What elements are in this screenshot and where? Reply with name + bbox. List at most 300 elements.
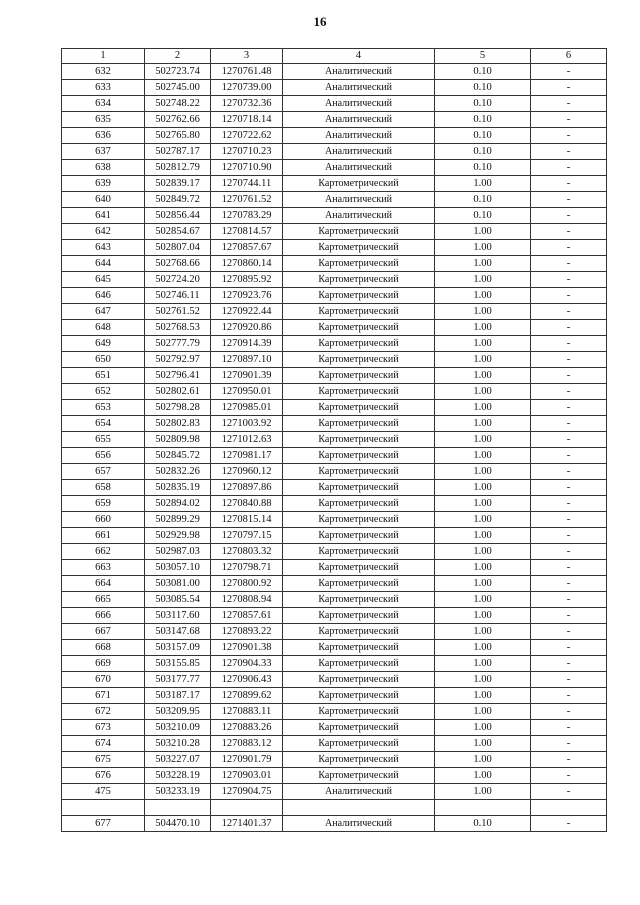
method-cell: Аналитический <box>283 96 435 112</box>
note-cell: - <box>531 464 607 480</box>
table-row <box>62 736 607 752</box>
x-coordinate-cell <box>145 800 211 816</box>
accuracy-cell: 1.00 <box>435 688 531 704</box>
point-number-cell: 635 <box>62 112 145 128</box>
point-number-cell: 663 <box>62 560 145 576</box>
table-row <box>62 688 607 704</box>
table-row <box>62 640 607 656</box>
point-number-cell: 637 <box>62 144 145 160</box>
method-cell: Картометрический <box>283 512 435 528</box>
x-coordinate-cell: 502765.80 <box>145 128 211 144</box>
method-cell: Аналитический <box>283 80 435 96</box>
accuracy-cell: 1.00 <box>435 784 531 800</box>
column-header-1: 1 <box>62 49 145 64</box>
point-number-cell: 673 <box>62 720 145 736</box>
point-number-cell: 475 <box>62 784 145 800</box>
accuracy-cell: 0.10 <box>435 80 531 96</box>
x-coordinate-cell: 502768.66 <box>145 256 211 272</box>
y-coordinate-cell: 1270808.94 <box>211 592 283 608</box>
accuracy-cell: 1.00 <box>435 368 531 384</box>
table-row <box>62 272 607 288</box>
method-cell: Картометрический <box>283 240 435 256</box>
note-cell: - <box>531 240 607 256</box>
point-number-cell: 671 <box>62 688 145 704</box>
table-row <box>62 176 607 192</box>
note-cell: - <box>531 624 607 640</box>
accuracy-cell: 1.00 <box>435 336 531 352</box>
x-coordinate-cell: 503209.95 <box>145 704 211 720</box>
table-row <box>62 512 607 528</box>
point-number-cell: 643 <box>62 240 145 256</box>
y-coordinate-cell: 1270815.14 <box>211 512 283 528</box>
point-number-cell: 658 <box>62 480 145 496</box>
y-coordinate-cell: 1270922.44 <box>211 304 283 320</box>
method-cell: Картометрический <box>283 304 435 320</box>
note-cell: - <box>531 192 607 208</box>
y-coordinate-cell: 1270901.39 <box>211 368 283 384</box>
x-coordinate-cell: 502856.44 <box>145 208 211 224</box>
x-coordinate-cell: 502845.72 <box>145 448 211 464</box>
accuracy-cell: 1.00 <box>435 736 531 752</box>
method-cell: Аналитический <box>283 816 435 832</box>
method-cell: Картометрический <box>283 352 435 368</box>
method-cell: Картометрический <box>283 416 435 432</box>
x-coordinate-cell: 502929.98 <box>145 528 211 544</box>
point-number-cell: 644 <box>62 256 145 272</box>
table-row <box>62 368 607 384</box>
method-cell: Картометрический <box>283 576 435 592</box>
note-cell: - <box>531 784 607 800</box>
table-row <box>62 672 607 688</box>
x-coordinate-cell: 503117.60 <box>145 608 211 624</box>
method-cell: Картометрический <box>283 400 435 416</box>
note-cell: - <box>531 752 607 768</box>
x-coordinate-cell: 503233.19 <box>145 784 211 800</box>
note-cell: - <box>531 256 607 272</box>
x-coordinate-cell: 503081.00 <box>145 576 211 592</box>
x-coordinate-cell: 502899.29 <box>145 512 211 528</box>
table-row <box>62 480 607 496</box>
accuracy-cell: 1.00 <box>435 704 531 720</box>
table-row <box>62 592 607 608</box>
point-number-cell: 666 <box>62 608 145 624</box>
method-cell: Картометрический <box>283 256 435 272</box>
x-coordinate-cell: 502807.04 <box>145 240 211 256</box>
note-cell <box>531 800 607 816</box>
table-row <box>62 320 607 336</box>
point-number-cell: 672 <box>62 704 145 720</box>
table-row <box>62 544 607 560</box>
y-coordinate-cell: 1270895.92 <box>211 272 283 288</box>
y-coordinate-cell: 1270893.22 <box>211 624 283 640</box>
x-coordinate-cell: 502894.02 <box>145 496 211 512</box>
point-number-cell: 648 <box>62 320 145 336</box>
method-cell: Картометрический <box>283 656 435 672</box>
accuracy-cell: 0.10 <box>435 128 531 144</box>
x-coordinate-cell: 502809.98 <box>145 432 211 448</box>
x-coordinate-cell: 503057.10 <box>145 560 211 576</box>
note-cell: - <box>531 320 607 336</box>
x-coordinate-cell: 502723.74 <box>145 64 211 80</box>
y-coordinate-cell: 1270906.43 <box>211 672 283 688</box>
x-coordinate-cell: 503177.77 <box>145 672 211 688</box>
method-cell: Картометрический <box>283 288 435 304</box>
accuracy-cell: 1.00 <box>435 304 531 320</box>
coordinates-table <box>61 48 607 832</box>
table-row <box>62 496 607 512</box>
x-coordinate-cell: 502802.61 <box>145 384 211 400</box>
table-row <box>62 624 607 640</box>
method-cell: Картометрический <box>283 528 435 544</box>
point-number-cell: 664 <box>62 576 145 592</box>
accuracy-cell: 1.00 <box>435 448 531 464</box>
method-cell: Аналитический <box>283 112 435 128</box>
accuracy-cell: 1.00 <box>435 608 531 624</box>
y-coordinate-cell: 1270797.15 <box>211 528 283 544</box>
method-cell: Картометрический <box>283 592 435 608</box>
y-coordinate-cell: 1270901.79 <box>211 752 283 768</box>
point-number-cell: 642 <box>62 224 145 240</box>
x-coordinate-cell: 502798.28 <box>145 400 211 416</box>
point-number-cell <box>62 800 145 816</box>
accuracy-cell: 0.10 <box>435 208 531 224</box>
point-number-cell: 640 <box>62 192 145 208</box>
table-body <box>62 64 607 832</box>
table-row <box>62 240 607 256</box>
y-coordinate-cell: 1270960.12 <box>211 464 283 480</box>
x-coordinate-cell: 502832.26 <box>145 464 211 480</box>
note-cell: - <box>531 416 607 432</box>
table-row <box>62 352 607 368</box>
table-row <box>62 304 607 320</box>
point-number-cell: 654 <box>62 416 145 432</box>
note-cell: - <box>531 288 607 304</box>
accuracy-cell: 1.00 <box>435 672 531 688</box>
table-row <box>62 128 607 144</box>
note-cell: - <box>531 576 607 592</box>
table-row <box>62 752 607 768</box>
x-coordinate-cell: 502724.20 <box>145 272 211 288</box>
accuracy-cell: 1.00 <box>435 256 531 272</box>
accuracy-cell <box>435 800 531 816</box>
method-cell: Аналитический <box>283 128 435 144</box>
table-row <box>62 720 607 736</box>
x-coordinate-cell: 503187.17 <box>145 688 211 704</box>
note-cell: - <box>531 448 607 464</box>
method-cell: Картометрический <box>283 384 435 400</box>
note-cell: - <box>531 672 607 688</box>
note-cell: - <box>531 560 607 576</box>
column-header-2: 2 <box>145 49 211 64</box>
table-row <box>62 656 607 672</box>
point-number-cell: 649 <box>62 336 145 352</box>
table-row <box>62 144 607 160</box>
point-number-cell: 659 <box>62 496 145 512</box>
method-cell: Картометрический <box>283 736 435 752</box>
method-cell: Аналитический <box>283 144 435 160</box>
x-coordinate-cell: 502746.11 <box>145 288 211 304</box>
table-row <box>62 256 607 272</box>
note-cell: - <box>531 96 607 112</box>
note-cell: - <box>531 64 607 80</box>
method-cell: Аналитический <box>283 192 435 208</box>
table-row <box>62 384 607 400</box>
accuracy-cell: 1.00 <box>435 272 531 288</box>
accuracy-cell: 0.10 <box>435 144 531 160</box>
y-coordinate-cell: 1270783.29 <box>211 208 283 224</box>
table-row <box>62 64 607 80</box>
y-coordinate-cell: 1271003.92 <box>211 416 283 432</box>
accuracy-cell: 1.00 <box>435 352 531 368</box>
x-coordinate-cell: 504470.10 <box>145 816 211 832</box>
accuracy-cell: 1.00 <box>435 320 531 336</box>
x-coordinate-cell: 502761.52 <box>145 304 211 320</box>
point-number-cell: 646 <box>62 288 145 304</box>
y-coordinate-cell: 1270985.01 <box>211 400 283 416</box>
point-number-cell: 638 <box>62 160 145 176</box>
table-row <box>62 112 607 128</box>
note-cell: - <box>531 352 607 368</box>
y-coordinate-cell: 1270904.33 <box>211 656 283 672</box>
x-coordinate-cell: 503210.28 <box>145 736 211 752</box>
table-row <box>62 576 607 592</box>
x-coordinate-cell: 502812.79 <box>145 160 211 176</box>
method-cell: Картометрический <box>283 704 435 720</box>
note-cell: - <box>531 336 607 352</box>
accuracy-cell: 1.00 <box>435 624 531 640</box>
note-cell: - <box>531 432 607 448</box>
accuracy-cell: 1.00 <box>435 176 531 192</box>
accuracy-cell: 1.00 <box>435 528 531 544</box>
method-cell: Картометрический <box>283 464 435 480</box>
accuracy-cell: 1.00 <box>435 720 531 736</box>
accuracy-cell: 1.00 <box>435 544 531 560</box>
accuracy-cell: 1.00 <box>435 480 531 496</box>
accuracy-cell: 1.00 <box>435 432 531 448</box>
point-number-cell: 677 <box>62 816 145 832</box>
table-row <box>62 464 607 480</box>
accuracy-cell: 0.10 <box>435 192 531 208</box>
y-coordinate-cell: 1270814.57 <box>211 224 283 240</box>
y-coordinate-cell: 1271012.63 <box>211 432 283 448</box>
table-row <box>62 208 607 224</box>
point-number-cell: 665 <box>62 592 145 608</box>
note-cell: - <box>531 816 607 832</box>
y-coordinate-cell <box>211 800 283 816</box>
x-coordinate-cell: 502854.67 <box>145 224 211 240</box>
table-header-row <box>62 49 607 64</box>
method-cell: Аналитический <box>283 160 435 176</box>
table-row <box>62 448 607 464</box>
accuracy-cell: 1.00 <box>435 224 531 240</box>
x-coordinate-cell: 502777.79 <box>145 336 211 352</box>
table-row <box>62 192 607 208</box>
y-coordinate-cell: 1270883.12 <box>211 736 283 752</box>
table-row <box>62 224 607 240</box>
note-cell: - <box>531 544 607 560</box>
table-row <box>62 768 607 784</box>
x-coordinate-cell: 502762.66 <box>145 112 211 128</box>
table-row <box>62 608 607 624</box>
note-cell: - <box>531 512 607 528</box>
point-number-cell: 657 <box>62 464 145 480</box>
y-coordinate-cell: 1270897.10 <box>211 352 283 368</box>
note-cell: - <box>531 720 607 736</box>
y-coordinate-cell: 1270883.11 <box>211 704 283 720</box>
note-cell: - <box>531 768 607 784</box>
note-cell: - <box>531 528 607 544</box>
y-coordinate-cell: 1270761.52 <box>211 192 283 208</box>
y-coordinate-cell: 1270710.90 <box>211 160 283 176</box>
table-row <box>62 416 607 432</box>
point-number-cell: 675 <box>62 752 145 768</box>
point-number-cell: 669 <box>62 656 145 672</box>
method-cell: Аналитический <box>283 784 435 800</box>
y-coordinate-cell: 1270718.14 <box>211 112 283 128</box>
method-cell: Картометрический <box>283 752 435 768</box>
y-coordinate-cell: 1270857.61 <box>211 608 283 624</box>
y-coordinate-cell: 1270897.86 <box>211 480 283 496</box>
x-coordinate-cell: 502835.19 <box>145 480 211 496</box>
note-cell: - <box>531 704 607 720</box>
table-row <box>62 80 607 96</box>
x-coordinate-cell: 503227.07 <box>145 752 211 768</box>
point-number-cell: 652 <box>62 384 145 400</box>
accuracy-cell: 0.10 <box>435 64 531 80</box>
y-coordinate-cell: 1270950.01 <box>211 384 283 400</box>
note-cell: - <box>531 656 607 672</box>
point-number-cell: 668 <box>62 640 145 656</box>
table-row <box>62 160 607 176</box>
point-number-cell: 653 <box>62 400 145 416</box>
x-coordinate-cell: 503210.09 <box>145 720 211 736</box>
x-coordinate-cell: 502796.41 <box>145 368 211 384</box>
accuracy-cell: 1.00 <box>435 384 531 400</box>
point-number-cell: 662 <box>62 544 145 560</box>
point-number-cell: 651 <box>62 368 145 384</box>
note-cell: - <box>531 384 607 400</box>
accuracy-cell: 1.00 <box>435 560 531 576</box>
point-number-cell: 647 <box>62 304 145 320</box>
accuracy-cell: 1.00 <box>435 640 531 656</box>
note-cell: - <box>531 688 607 704</box>
x-coordinate-cell: 502987.03 <box>145 544 211 560</box>
y-coordinate-cell: 1270803.32 <box>211 544 283 560</box>
column-header-5: 5 <box>435 49 531 64</box>
point-number-cell: 670 <box>62 672 145 688</box>
accuracy-cell: 1.00 <box>435 576 531 592</box>
point-number-cell: 674 <box>62 736 145 752</box>
y-coordinate-cell: 1270840.88 <box>211 496 283 512</box>
table-row <box>62 336 607 352</box>
accuracy-cell: 1.00 <box>435 752 531 768</box>
point-number-cell: 641 <box>62 208 145 224</box>
point-number-cell: 634 <box>62 96 145 112</box>
accuracy-cell: 1.00 <box>435 768 531 784</box>
note-cell: - <box>531 368 607 384</box>
accuracy-cell: 1.00 <box>435 512 531 528</box>
accuracy-cell: 0.10 <box>435 816 531 832</box>
y-coordinate-cell: 1270981.17 <box>211 448 283 464</box>
accuracy-cell: 1.00 <box>435 240 531 256</box>
y-coordinate-cell: 1270744.11 <box>211 176 283 192</box>
point-number-cell: 656 <box>62 448 145 464</box>
table-row <box>62 704 607 720</box>
note-cell: - <box>531 224 607 240</box>
y-coordinate-cell: 1270732.36 <box>211 96 283 112</box>
method-cell: Картометрический <box>283 560 435 576</box>
table-row <box>62 432 607 448</box>
y-coordinate-cell: 1270798.71 <box>211 560 283 576</box>
x-coordinate-cell: 502768.53 <box>145 320 211 336</box>
y-coordinate-cell: 1270903.01 <box>211 768 283 784</box>
method-cell: Картометрический <box>283 496 435 512</box>
x-coordinate-cell: 503085.54 <box>145 592 211 608</box>
y-coordinate-cell: 1270710.23 <box>211 144 283 160</box>
method-cell: Картометрический <box>283 448 435 464</box>
point-number-cell: 667 <box>62 624 145 640</box>
method-cell: Картометрический <box>283 768 435 784</box>
point-number-cell: 676 <box>62 768 145 784</box>
y-coordinate-cell: 1270899.62 <box>211 688 283 704</box>
method-cell: Картометрический <box>283 480 435 496</box>
point-number-cell: 650 <box>62 352 145 368</box>
x-coordinate-cell: 503228.19 <box>145 768 211 784</box>
method-cell: Картометрический <box>283 544 435 560</box>
note-cell: - <box>531 112 607 128</box>
note-cell: - <box>531 160 607 176</box>
x-coordinate-cell: 502787.17 <box>145 144 211 160</box>
y-coordinate-cell: 1270923.76 <box>211 288 283 304</box>
method-cell: Аналитический <box>283 64 435 80</box>
note-cell: - <box>531 480 607 496</box>
x-coordinate-cell: 502792.97 <box>145 352 211 368</box>
method-cell <box>283 800 435 816</box>
y-coordinate-cell: 1270914.39 <box>211 336 283 352</box>
table-row <box>62 816 607 832</box>
method-cell: Картометрический <box>283 688 435 704</box>
table-row <box>62 800 607 816</box>
accuracy-cell: 0.10 <box>435 96 531 112</box>
table-row <box>62 96 607 112</box>
y-coordinate-cell: 1270904.75 <box>211 784 283 800</box>
y-coordinate-cell: 1270739.00 <box>211 80 283 96</box>
column-header-3: 3 <box>211 49 283 64</box>
method-cell: Аналитический <box>283 208 435 224</box>
method-cell: Картометрический <box>283 624 435 640</box>
method-cell: Картометрический <box>283 176 435 192</box>
note-cell: - <box>531 128 607 144</box>
y-coordinate-cell: 1271401.37 <box>211 816 283 832</box>
x-coordinate-cell: 502745.00 <box>145 80 211 96</box>
x-coordinate-cell: 503157.09 <box>145 640 211 656</box>
note-cell: - <box>531 608 607 624</box>
accuracy-cell: 1.00 <box>435 416 531 432</box>
note-cell: - <box>531 640 607 656</box>
note-cell: - <box>531 304 607 320</box>
x-coordinate-cell: 503155.85 <box>145 656 211 672</box>
note-cell: - <box>531 592 607 608</box>
y-coordinate-cell: 1270901.38 <box>211 640 283 656</box>
method-cell: Картометрический <box>283 272 435 288</box>
y-coordinate-cell: 1270920.86 <box>211 320 283 336</box>
y-coordinate-cell: 1270860.14 <box>211 256 283 272</box>
table-row <box>62 288 607 304</box>
note-cell: - <box>531 400 607 416</box>
accuracy-cell: 0.10 <box>435 112 531 128</box>
table-row <box>62 560 607 576</box>
point-number-cell: 636 <box>62 128 145 144</box>
